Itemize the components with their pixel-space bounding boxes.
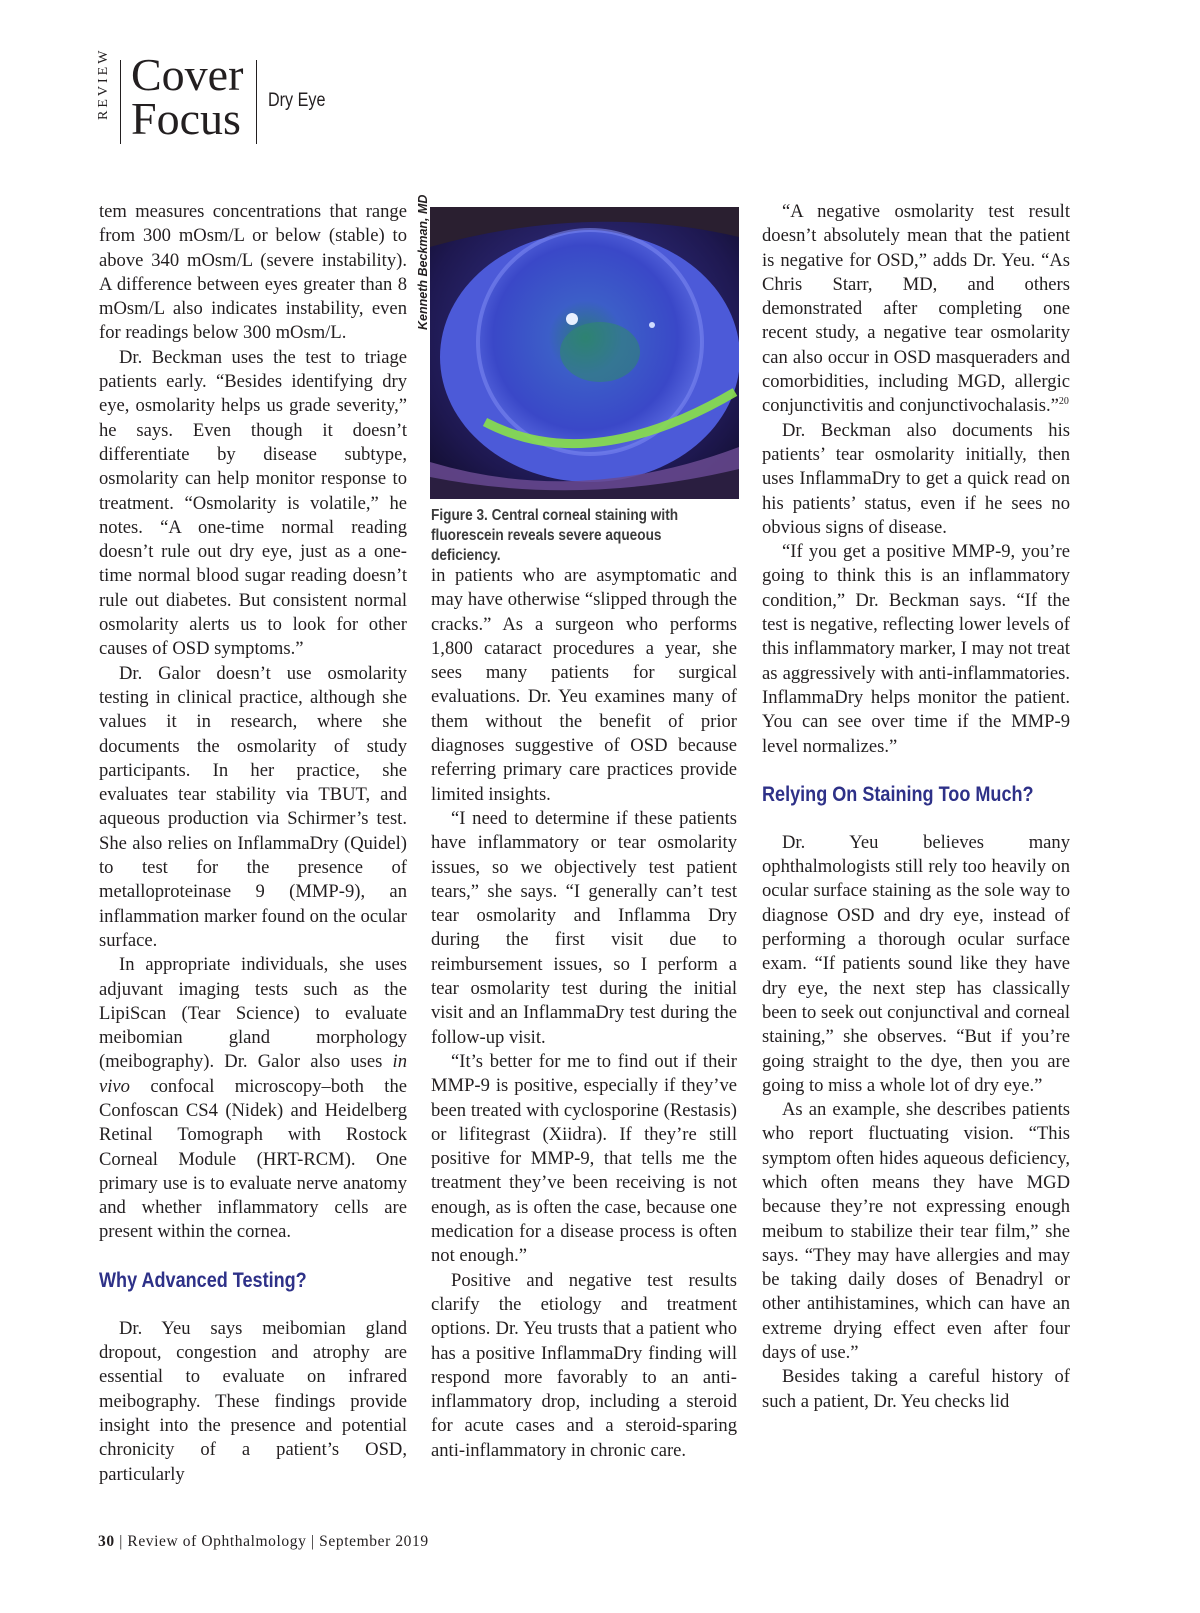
paragraph: “It’s better for me to find out if their MMP-9 is positive, especially if they’ve been treated with cyclosporine (Restasis) or lifitegrast (Xiidra). If they’re still positive for MMP-9, that tells me the treatment they’ve been receiving is not enough, as is often the case, because one medication for a disease process is often not enough.” [431, 1050, 737, 1267]
paragraph: “If you get a positive MMP-9, you’re going to think this is an inflammatory condition,” Dr. Beckman says. “If the test is negative, reflecting lower levels of this inflammatory marker, I may not treat as aggressively with anti-inflammatories. InflammaDry helps monitor the patient. You can see over time if the MMP-9 level normalizes.” [762, 541, 1070, 757]
text-column-1 [99, 200, 407, 1487]
issue-date: September 2019 [319, 1533, 429, 1550]
paragraph: Positive and negative test results clarify the etiology and treatment options. Dr. Yeu trusts that a patient who has a positive InflammaDry finding will respond more favorably to an anti-inflammatory drop, including a steroid for acute cases and a steroid-sparing anti-inflammatory in chronic care. [431, 1269, 737, 1461]
footer-separator: | [310, 1533, 315, 1550]
header-divider [256, 60, 257, 144]
section-title-line2: Focus [131, 93, 241, 144]
paragraph: Besides taking a careful history of such a patient, Dr. Yeu checks lid [762, 1366, 1070, 1412]
section-label: REVIEW [96, 47, 111, 120]
paragraph: Dr. Beckman also documents his patients’ tear osmolarity initially, then uses InflammaDry to get a quick read on his patients’ status, even if he sees no obvious signs of disease. [762, 419, 1070, 538]
section-title-line1: Cover [131, 49, 244, 100]
paragraph [762, 200, 1070, 419]
eye-photo-illustration [430, 207, 739, 499]
footer-separator: | [119, 1533, 123, 1550]
paragraph-text: confocal microscopy–both the Confoscan CS4 (Nidek) and Heidelberg Retinal Tomograph with Rostock Corneal Module (HRT-RCM). One primary use is to evaluate nerve anatomy and whether inflammatory cells are present within the cornea. [99, 1075, 407, 1243]
paragraph: “I need to determine if these patients have inflammatory or tear osmolarity issues, so we objectively test patient tears,” she says. “I generally can’t test tear osmolarity and Inflamma Dry during the first visit due to reimbursement issues, so I perform a tear osmolarity test during the initial visit and an InflammaDry test during the follow-up visit. [431, 807, 737, 1048]
paragraph: Dr. Yeu believes many ophthalmologists still rely too heavily on ocular surface staining as the sole way to diagnose OSD and dry eye, instead of performing a thorough ocular surface exam. “If patients sound like they have dry eye, the next step has classically been to seek out conjunctival and corneal staining,” she observes. “But if you’re going straight to the dye, then you are going to miss a whole lot of dry eye.” [762, 831, 1070, 1096]
figure-photo [430, 207, 739, 499]
reference-superscript: 20 [1058, 396, 1069, 408]
subheading: Relying On Staining Too Much? [762, 782, 1034, 806]
paragraph-text: In appropriate individuals, she uses adjuvant imaging tests such as the LipiScan (Tear Science) to evaluate meibomian gland morphology (meibography). Dr. Galor also uses [99, 954, 407, 1073]
photo-credit: Kenneth Beckman, MD [416, 194, 430, 330]
subheading: Why Advanced Testing? [99, 1268, 307, 1292]
text-column-3 [762, 200, 1070, 1414]
section-topic: Dry Eye [268, 90, 326, 111]
header-divider [120, 60, 121, 144]
page-footer [98, 1533, 429, 1551]
publication-name: Review of Ophthalmology [127, 1533, 307, 1550]
paragraph: As an example, she describes patients who report fluctuating vision. “This symptom often hides aqueous deficiency, which often means they have MGD because they’re not expressing enough meibum to stabilize their tear film,” she says. “They may have allergies and may be taking daily doses of Benadryl or other antihistamines, which can have an extreme drying effect even after four days of use.” [762, 1099, 1070, 1364]
paragraph: Dr. Galor doesn’t use osmolarity testing in clinical practice, although she values it in research, where she documents the osmolarity of study participants. In her practice, she evaluates tear stability via TBUT, and aqueous production via Schirmer’s test. She also relies on InflammaDry (Quidel) to test for the presence of metalloproteinase 9 (MMP-9), an inflammation marker found on the ocular surface. [99, 662, 407, 951]
page-number: 30 [98, 1533, 115, 1550]
paragraph: Dr. Beckman uses the test to triage patients early. “Besides identifying dry eye, osmolarity helps us grade severity,” he says. Even though it doesn’t differentiate by disease subtype, osmolarity can help monitor response to treatment. “Osmolarity is volatile,” he notes. “A one-time normal reading doesn’t rule out dry eye, just as a one-time normal blood sugar reading doesn’t rule out diabetes. But consistent normal osmolarity alerts us to look for other causes of OSD symptoms.” [99, 346, 407, 660]
paragraph: in patients who are asymptomatic and may have otherwise “slipped through the cracks.” As a surgeon who performs 1,800 cataract procedures a year, she sees many patients for surgical evaluations. Dr. Yeu examines many of them without the benefit of prior diagnoses suggestive of OSD because referring primary care practices provide limited insights. [431, 565, 737, 805]
text-column-2 [431, 564, 737, 1463]
paragraph: Dr. Yeu says meibomian gland dropout, congestion and atrophy are essential to evaluate on infrared meibography. These findings provide insight into the presence and potential chronicity of a patient’s OSD, particularly [99, 1317, 407, 1485]
paragraph [99, 953, 407, 1245]
paragraph-text: “A negative osmolarity test result doesn’t absolutely mean that the patient is negative for OSD,” adds Dr. Yeu. “As Chris Starr, MD, and others demonstrated after completing one recent study, a negative tear osmolarity can also occur in OSD masqueraders and comorbidities, including MGD, allergic conjunctivitis and conjunctivochalasis.” [762, 201, 1070, 417]
paragraph: tem measures concentrations that range from 300 mOsm/L or below (stable) to above 340 mOsm/L (severe instability). A difference between eyes greater than 8 mOsm/L also indicates instability, even for readings below 300 mOsm/L. [99, 201, 407, 344]
italic-term: in vivo [99, 1051, 407, 1097]
figure-caption: Figure 3. Central corneal staining with fluorescein reveals severe aqueous deficiency. [431, 507, 679, 564]
